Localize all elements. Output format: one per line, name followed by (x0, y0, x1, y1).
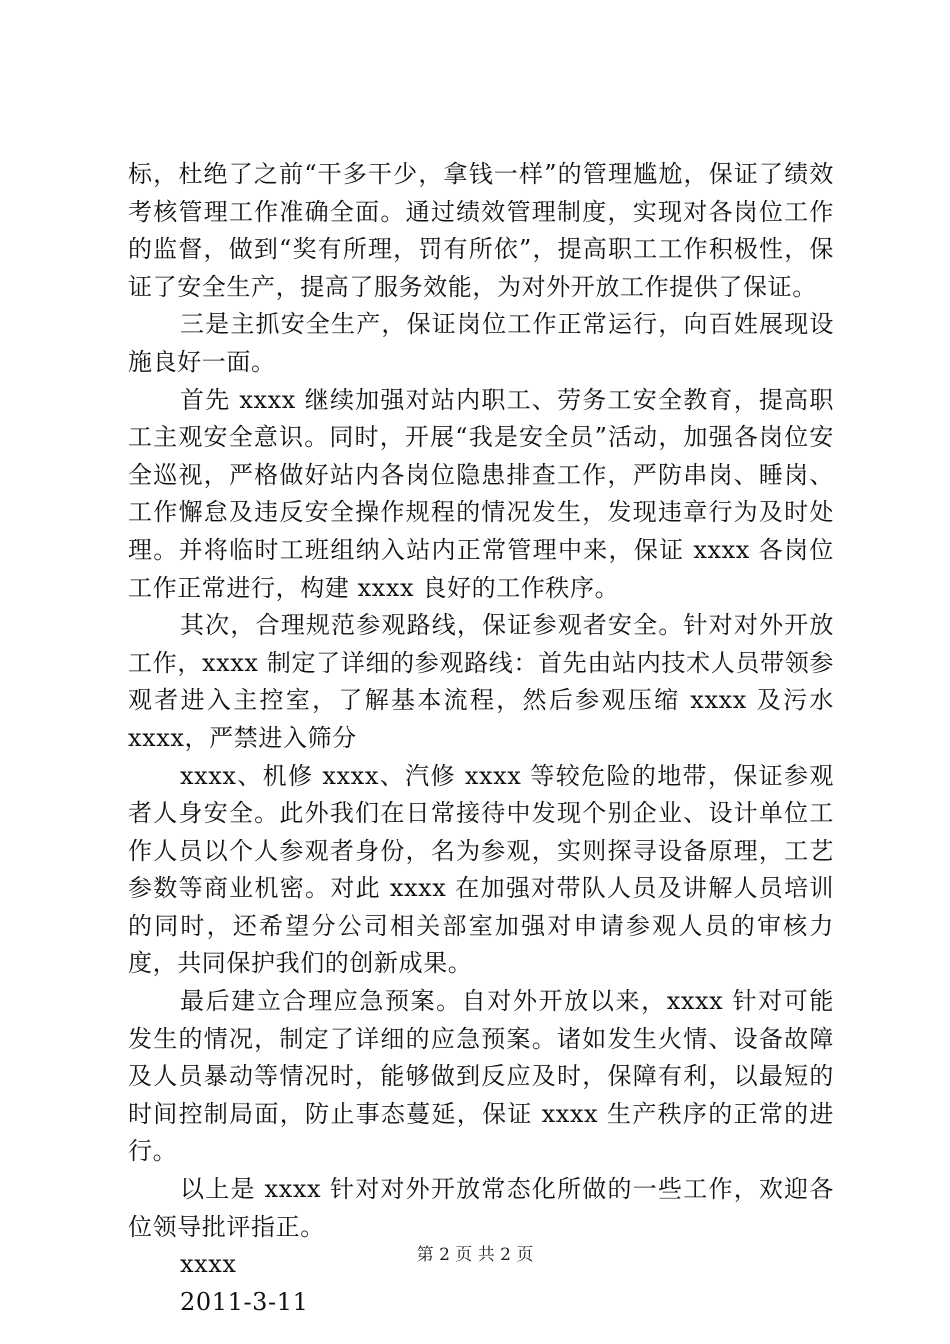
paragraph-continuation: 标，杜绝了之前“干多干少，拿钱一样”的管理尴尬，保证了绩效考核管理工作准确全面。通过绩效管理制度，实现对各岗位工作的监督，做到“奖有所理，罚有所依”，提高职工工作积极性，保证了安全生产，提高了服务效能，为对外开放工作提供了保证。 (128, 160, 834, 301)
document-body (128, 156, 834, 1321)
signature-name: xxxx (180, 1250, 237, 1279)
paragraph-final-measure: 最后建立合理应急预案。自对外开放以来，xxxx 针对可能发生的情况，制定了详细的应急预案。诸如发生火情、设备故障及人员暴动等情况时，能够做到反应及时，保障有利，以最短的时间控制局面，防止事态蔓延，保证 xxxx 生产秩序的正常的进行。 (128, 987, 834, 1166)
paragraph-first-measure: 首先 xxxx 继续加强对站内职工、劳务工安全教育，提高职工主观安全意识。同时，开展“我是安全员”活动，加强各岗位安全巡视，严格做好站内各岗位隐患排查工作，严防串岗、睡岗、工作懈怠及违反安全操作规程的情况发生，发现违章行为及时处理。并将临时工班组纳入站内正常管理中来，保证 xxxx 各岗位工作正常进行，构建 xxxx 良好的工作秩序。 (128, 385, 834, 602)
signature-date: 2011-3-11 (180, 1287, 309, 1316)
paragraph-closing: 以上是 xxxx 针对对外开放常态化所做的一些工作，欢迎各位领导批评指正。 (128, 1175, 834, 1241)
paragraph-second-measure: 其次，合理规范参观路线，保证参观者安全。针对对外开放工作，xxxx 制定了详细的参观路线：首先由站内技术人员带领参观者进入主控室，了解基本流程，然后参观压缩 xxxx 及污水 xxxx，严禁进入筛分 (128, 611, 834, 752)
page-footer: 第 2 页 共 2 页 (416, 1245, 534, 1265)
paragraph-section-three: 三是主抓安全生产，保证岗位工作正常运行，向百姓展现设施良好一面。 (128, 310, 834, 376)
paragraph-second-measure-cont: xxxx、机修 xxxx、汽修 xxxx 等较危险的地带，保证参观者人身安全。此外我们在日常接待中发现个别企业、设计单位工作人员以个人参观者身份，名为参观，实则探寻设备原理，工艺参数等商业机密。对此 xxxx 在加强对带队人员及讲解人员培训的同时，还希望分公司相关部室加强对申请参观人员的审核力度，共同保护我们的创新成果。 (128, 761, 834, 978)
